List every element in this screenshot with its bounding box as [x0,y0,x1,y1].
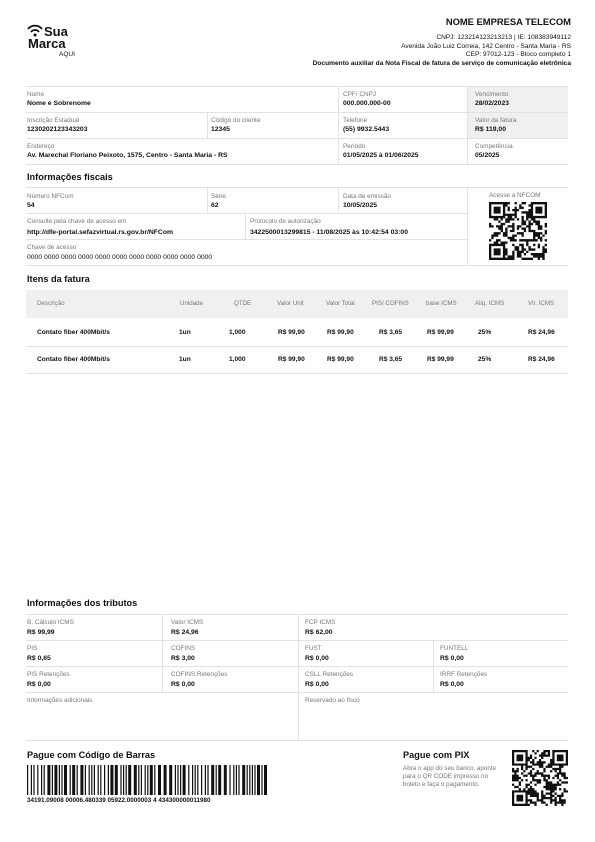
competencia-label: Competência [475,143,513,150]
cell: Contato fiber 400Mbit/s [37,329,110,336]
pis-label: PIS [27,645,38,652]
col-vlr-icms: Vlr. ICMS [528,300,555,307]
vencimento-value: 28/02/2023 [475,100,510,107]
consulta-label: Consulte pela chave de acesso em [27,218,127,225]
valor-icms-label: Valor ICMS [171,619,204,626]
protocolo-value: 3422500013299815 - 11/08/2025 às 10:42:54 03:00 [250,229,408,236]
brand-line1: Sua [44,24,68,39]
brand-line3: AQUI [59,51,75,58]
company-cep: CEP: 97012-123 - Bloco completo 1 [465,51,571,58]
serie-label: Série [211,193,226,200]
pix-qr-code [512,750,568,806]
cell: 25% [478,356,492,363]
cell: 1un [179,329,191,336]
brand-line2: Marca [28,36,66,51]
vencimento-label: Vencimento [475,91,509,98]
pis-value: R$ 0,65 [27,655,51,662]
items-title: Itens da fatura [27,274,90,284]
col-unidade: Unidade [180,300,204,307]
valor-fatura-value: R$ 119,00 [475,126,506,133]
periodo-label: Período [343,143,366,150]
barcode-title: Pague com Código de Barras [27,750,156,760]
serie-value: 62 [211,202,219,209]
cell: R$ 99,99 [427,329,454,336]
bc-icms-label: B. Cálculo ICMS [27,619,74,626]
cell: R$ 99,90 [327,329,354,336]
nome-label: Nome [27,91,45,98]
nfcom-qr-code [489,202,547,260]
company-header [313,16,571,68]
codigo-label: Código do cliente [211,117,261,124]
competencia-value: 05/2025 [475,152,500,159]
barcode-number: 34191.09008 00006.480339 05922.0000003 4 434300000011980 [27,797,211,804]
codigo-value: 12345 [211,126,230,133]
pix-instructions: Abra o app do seu banco, aponte para o QR CODE impresso no boleto e faça o pagamento. [403,765,497,788]
telefone-label: Telefone [343,117,368,124]
cell: R$ 3,65 [379,329,403,336]
emissao-label: Data de emissão [343,193,391,200]
cell: 1,000 [229,329,246,336]
csll-ret-value: R$ 0,00 [305,681,329,688]
cofins-ret-label: COFINS Retenções [171,671,228,678]
cell: R$ 99,90 [278,356,305,363]
endereco-label: Endereço [27,143,55,150]
info-adicionais-label: Informações adicionais [27,697,93,704]
col-qtde: QTDE [234,300,252,307]
fiscal-title: Informações fiscais [27,172,113,182]
cpf-label: CPF/ CNPJ [343,91,377,98]
telefone-value: (55) 9932.5443 [343,126,390,133]
nome-value: Nome e Sobrenome [27,100,91,107]
periodo-value: 01/05/2025 à 01/06/2025 [343,152,419,159]
company-address: Avenida João Luiz Correia, 142 Centro - Santa Maria - RS [401,42,571,50]
cell: R$ 99,99 [427,356,454,363]
document-title: Documento auxiliar da Nota Fiscal de fatura de serviço de comunicação eletrônica [312,59,571,67]
company-name: NOME EMPRESA TELECOM [445,16,571,27]
cofins-label: COFINS [171,645,196,652]
col-valor-unit: Valor Unit [277,300,304,307]
col-base-icms: base ICMS [426,300,457,307]
chave-label: Chave de acesso [27,244,77,251]
valor-fatura-label: Valor da fatura [475,117,517,124]
table-row [26,318,568,346]
fust-label: FUST [305,645,322,652]
fcp-icms-label: FCP ICMS [305,619,336,626]
protocolo-label: Protocolo de autorização [250,218,321,225]
irrf-ret-value: R$ 0,00 [440,681,464,688]
fcp-icms-value: R$ 62,00 [305,629,333,636]
pis-ret-label: PIS Retenções [27,671,70,678]
cell: 1,000 [229,356,246,363]
col-valor-total: Valor Total [326,300,355,307]
ie-label: Inscrição Estadual [27,117,80,124]
funtell-label: FUNTELL [440,645,469,652]
irrf-ret-label: IRRF Retenções [440,671,488,678]
endereco-value: Av. Marechal Floriano Peixoto, 1575, Centro - Santa Maria - RS [27,152,228,159]
col-aliq-icms: Aliq. ICMS [475,300,505,307]
nfcom-label: Número NFCom [27,193,74,200]
cofins-value: R$ 3,00 [171,655,195,662]
reservado-fisco-label: Reservado ao fisco [305,697,360,704]
cell: Contato fiber 400Mbit/s [37,356,110,363]
ie-value: 1230202123343203 [27,126,88,133]
cpf-value: 000.000.000-00 [343,100,391,107]
consulta-link[interactable]: http://dfe-portal.sefazvirtual.rs.gov.br/NFCom [27,229,174,236]
cell: R$ 99,90 [327,356,354,363]
cell: R$ 3,65 [379,356,403,363]
valor-icms-value: R$ 24,96 [171,629,199,636]
cell: R$ 24,96 [528,356,555,363]
tributos-title: Informações dos tributos [27,598,138,608]
cell: 1un [179,356,191,363]
cell: R$ 24,96 [528,329,555,336]
qr-label: Acesse a NFCOM [489,192,541,199]
bc-icms-value: R$ 99,99 [27,629,55,636]
col-descricao: Descrição [37,300,65,307]
nfcom-value: 54 [27,202,35,209]
table-row [26,347,568,373]
csll-ret-label: CSLL Retenções [305,671,354,678]
cell: 25% [478,329,492,336]
chave-value: 0000 0000 0000 0000 0000 0000 0000 0000 0000 0000 0000 [27,254,213,261]
emissao-value: 10/05/2025 [343,202,378,209]
cell: R$ 99,90 [278,329,305,336]
pix-title: Pague com PIX [403,750,470,760]
barcode [27,765,267,795]
company-cnpj: CNPJ: 123214123213213 | IE: 108383949112 [436,34,571,41]
col-pis-cofins: PIS/ COFINS [372,300,409,307]
fust-value: R$ 0,00 [305,655,329,662]
funtell-value: R$ 0,00 [440,655,464,662]
pis-ret-value: R$ 0,00 [27,681,51,688]
cofins-ret-value: R$ 0,00 [171,681,195,688]
brand-logo [26,24,86,64]
